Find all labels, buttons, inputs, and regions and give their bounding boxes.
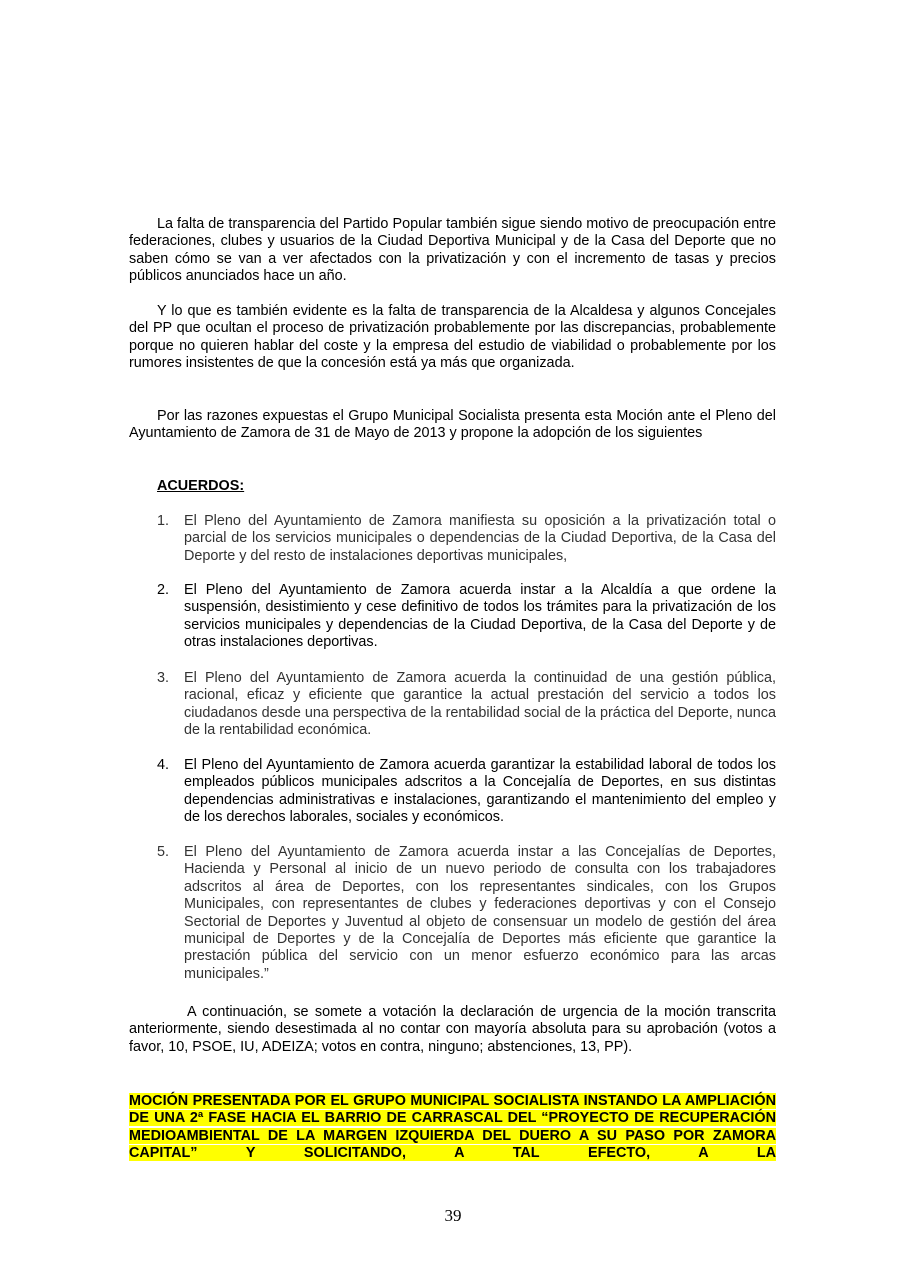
acuerdo-item: [157, 757, 776, 827]
acuerdos-heading: ACUERDOS:: [157, 478, 245, 494]
acuerdo-item: [157, 513, 776, 565]
acuerdo-text: El Pleno del Ayuntamiento de Zamora acuerda instar a la Alcaldía a que ordene la suspensión, desistimiento y cese definitivo de todos los trámites para la privatización de los servicios municipales y dependencias de la Ciudad Deportiva, de la Casa del Deporte y de otras instalaciones deportivas.: [184, 582, 776, 651]
acuerdo-number: 4.: [157, 757, 170, 773]
mocion-title: [129, 1093, 776, 1163]
page-number: 39: [444, 1206, 462, 1225]
paragraph-alcaldesa: Y lo que es también evidente es la falta de transparencia de la Alcaldesa y algunos Concejales del PP que ocultan el proceso de privatización probablemente por las discrepancias, probablemente porque no quieren hablar del coste y la empresa del estudio de viabilidad o probablemente por los rumores insistentes de que la concesión está ya más que organizada.: [129, 303, 776, 372]
paragraph-razones: Por las razones expuestas el Grupo Municipal Socialista presenta esta Moción ante el Pleno del Ayuntamiento de Zamora de 31 de Mayo de 2013 y propone la adopción de los siguientes: [129, 408, 776, 442]
acuerdo-number: 2.: [157, 582, 170, 598]
acuerdo-number: 5.: [157, 844, 170, 860]
paragraph-transparencia: La falta de transparencia del Partido Popular también sigue siendo motivo de preocupación entre federaciones, clubes y usuarios de la Ciudad Deportiva Municipal y de la Casa del Deporte que no saben cómo se van a ver afectados con la privatización y con el incremento de tasas y precios públicos anunciados hace un año.: [129, 216, 776, 285]
acuerdo-text: El Pleno del Ayuntamiento de Zamora acuerda instar a las Concejalías de Deportes, Hacienda y Personal al inicio de un nuevo periodo de consulta con los trabajadores adscritos al área de Deportes, con los representantes sindicales, con los Grupos Municipales, con representantes de clubes y federaciones deportivas y con el Consejo Sectorial de Deportes y Juventud al objeto de consensuar un modelo de gestión del área municipal de Deportes y de la Concejalía de Deportes más eficiente que garantice la prestación pública del servicio con un menor esfuerzo económico para las arcas municipales.”: [184, 844, 776, 982]
acuerdo-text: El Pleno del Ayuntamiento de Zamora acuerda la continuidad de una gestión pública, racional, eficaz y eficiente que garantice la actual prestación del servicio a todos los ciudadanos desde una perspectiva de la rentabilidad social de la práctica del Deporte, nunca de la rentabilidad económica.: [184, 670, 777, 739]
acuerdo-text: El Pleno del Ayuntamiento de Zamora manifiesta su oposición a la privatización total o parcial de los servicios municipales o dependencias de la Ciudad Deportiva, de la Casa del Deporte y del resto de instalaciones deportivas municipales,: [184, 513, 776, 564]
acuerdo-item: [157, 844, 776, 983]
acuerdo-number: 1.: [157, 513, 170, 529]
paragraph-votacion: A continuación, se somete a votación la declaración de urgencia de la moción transcrita anteriormente, siendo desestimada al no contar con mayoría absoluta para su aprobación (votos a favor, 10, PSOE, IU, ADEIZA; votos en contra, ninguno; abstenciones, 13, PP).: [129, 1004, 776, 1055]
acuerdo-text: El Pleno del Ayuntamiento de Zamora acuerda garantizar la estabilidad laboral de todos los empleados públicos municipales adscritos a la Concejalía de Deportes, en sus distintas dependencias administrativas e instalaciones, garantizando el mantenimiento del empleo y de los derechos laborales, sociales y económicos.: [184, 757, 776, 826]
acuerdo-item: [157, 670, 776, 740]
acuerdo-number: 3.: [157, 670, 170, 686]
acuerdo-item: [157, 582, 776, 652]
mocion-title-text: MOCIÓN PRESENTADA POR EL GRUPO MUNICIPAL SOCIALISTA INSTANDO LA AMPLIACIÓN DE UNA 2ª FASE HACIA EL BARRIO DE CARRASCAL DEL “PROYECTO DE RECUPERACIÓN MEDIOAMBIENTAL DE LA MARGEN IZQUIERDA DEL DUERO A SU PASO POR ZAMORA CAPITAL” Y SOLICITANDO, A TAL EFECTO, A LA: [129, 1093, 776, 1162]
